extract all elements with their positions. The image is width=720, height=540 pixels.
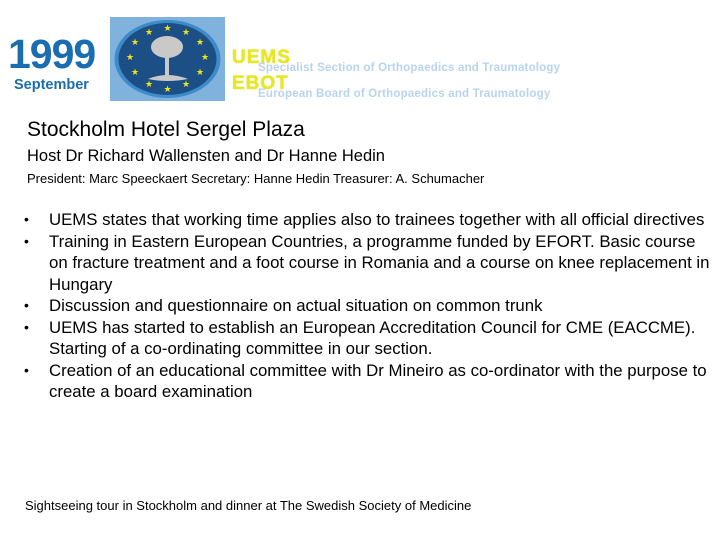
footer-note: Sightseeing tour in Stockholm and dinner at The Swedish Society of Medicine (25, 498, 472, 513)
svg-text:★: ★ (144, 80, 154, 90)
svg-text:★: ★ (195, 38, 205, 48)
agenda-bullet-list (24, 209, 714, 403)
list-item-text: Creation of an educational committee with Dr Mineiro as co-ordinator with the purpose to create a board examination (49, 360, 707, 401)
bullet-marker: • (24, 318, 29, 335)
bullet-marker: • (24, 297, 29, 313)
uems-full-name: Specialist Section of Orthopaedics and Traumatology (258, 62, 561, 74)
svg-text:★: ★ (195, 68, 205, 78)
svg-text:★: ★ (144, 28, 154, 38)
svg-text:★: ★ (130, 38, 140, 48)
venue-title: Stockholm Hotel Sergel Plaza (27, 118, 305, 141)
svg-text:★: ★ (130, 68, 140, 78)
month-subheading: September (14, 77, 89, 93)
bullet-marker: • (24, 232, 29, 249)
svg-text:★: ★ (181, 28, 191, 38)
list-item-text: Training in Eastern European Countries, a programme funded by EFORT. Basic course on fracture treatment and a foot course in Romania and a course on knee replacement in Hungary (49, 231, 710, 294)
eu-stars-tree-emblem-icon (110, 17, 225, 101)
svg-text:★: ★ (163, 85, 172, 95)
svg-text:★: ★ (200, 53, 210, 63)
bullet-marker: • (24, 211, 29, 227)
host-line: Host Dr Richard Wallensten and Dr Hanne Hedin (27, 147, 385, 165)
list-item-text: UEMS has started to establish an European Accreditation Council for CME (EACCME). Starting of a co-ordinating committee in our section. (49, 317, 696, 358)
year-heading: 1999 (8, 31, 96, 77)
list-item (24, 295, 714, 317)
uems-acronym: UEMS (232, 47, 291, 68)
svg-text:★: ★ (163, 24, 172, 34)
list-item-text: UEMS states that working time applies also to trainees together with all official directives (49, 210, 705, 229)
svg-text:★: ★ (181, 80, 191, 90)
organization-banner (232, 48, 632, 100)
list-item (24, 360, 714, 403)
officers-line: President: Marc Speeckaert Secretary: Hanne Hedin Treasurer: A. Schumacher (27, 171, 485, 186)
bullet-marker: • (24, 361, 29, 378)
list-item-text: Discussion and questionnaire on actual situation on common trunk (49, 296, 543, 315)
list-item (24, 209, 714, 231)
ebot-full-name: European Board of Orthopaedics and Traumatology (258, 88, 551, 100)
svg-text:★: ★ (125, 53, 135, 63)
list-item (24, 317, 714, 360)
ebot-acronym: EBOT (232, 73, 289, 94)
list-item (24, 231, 714, 296)
